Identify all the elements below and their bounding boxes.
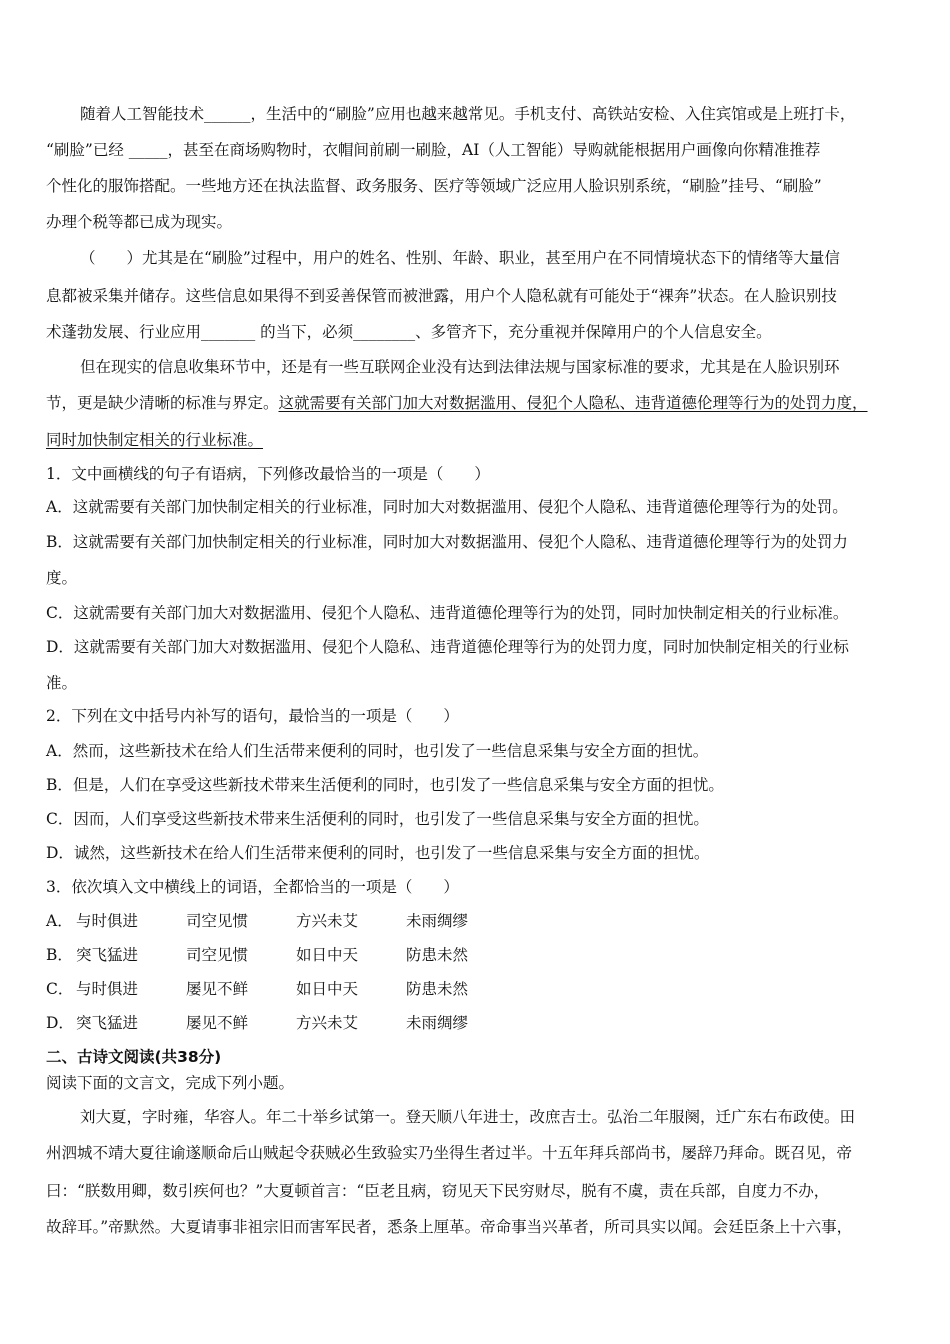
q3-option-label: C． [46, 980, 74, 998]
q1-option-d-line1: D．这就需要有关部门加大对数据滥用、侵犯个人隐私、违背道德伦理等行为的处罚力度，同时加快制定相关的行业标 [46, 638, 849, 656]
q2-option-d: D．诚然，这些新技术在给人们生活带来便利的同时，也引发了一些信息采集与安全方面的担忧。 [46, 844, 710, 862]
q1-option-b-line2: 度。 [46, 569, 78, 587]
passage-p1-line2: “刷脸”已经 _____，甚至在商场购物时，衣帽间前刷一刷脸，AI（人工智能）导购就能根据用户画像向你精准推荐 [46, 141, 821, 159]
q1-option-c: C．这就需要有关部门加大对数据滥用、侵犯个人隐私、违背道德伦理等行为的处罚，同时加快制定相关的行业标准。 [46, 604, 849, 622]
q3-option-b [46, 945, 468, 965]
q3-word: 与时俱进 [76, 912, 139, 930]
classical-text-line3: 曰：“朕数用卿，数引疾何也？”大夏顿首言：“臣老且病，窃见天下民穷财尽，脱有不虞，责在兵部，自度力不办， [46, 1182, 830, 1200]
q3-word: 突飞猛进 [76, 946, 139, 964]
q2-option-b: B．但是，人们在享受这些新技术带来生活便利的同时，也引发了一些信息采集与安全方面的担忧。 [46, 776, 724, 794]
q3-option-label: D． [46, 1014, 74, 1032]
q3-word: 防患未然 [406, 946, 469, 964]
q1-stem: 1．文中画横线的句子有语病，下列修改最恰当的一项是（ ） [46, 465, 490, 483]
q3-word: 方兴未艾 [296, 912, 359, 930]
q3-word: 屡见不鲜 [186, 980, 249, 998]
section-heading: 二、古诗文阅读(共38分) [46, 1048, 222, 1066]
q1-option-b-line1: B．这就需要有关部门加快制定相关的行业标准，同时加大对数据滥用、侵犯个人隐私、违背道德伦理等行为的处罚力 [46, 533, 848, 551]
q2-option-a: A．然而，这些新技术在给人们生活带来便利的同时，也引发了一些信息采集与安全方面的担忧。 [46, 742, 709, 760]
q3-word: 突飞猛进 [76, 1014, 139, 1032]
q2-stem: 2．下列在文中括号内补写的语句，最恰当的一项是（ ） [46, 707, 459, 725]
classical-text-line2: 州泗城不靖大夏往谕遂顺命后山贼起令获贼必生致验实乃坐得生者过半。十五年拜兵部尚书，屡辞乃拜命。既召见，帝 [46, 1144, 853, 1162]
underlined-sentence-part1: 这就需要有关部门加大对数据滥用、侵犯个人隐私、违背道德伦理等行为的处罚力度， [278, 394, 868, 412]
q3-word: 屡见不鲜 [186, 1014, 249, 1032]
passage-p3-line1: 但在现实的信息收集环节中，还是有一些互联网企业没有达到法律法规与国家标准的要求，尤其是在人脸识别环 [80, 358, 840, 376]
q3-word: 与时俱进 [76, 980, 139, 998]
underlined-sentence-part2: 同时加快制定相关的行业标准。 [46, 431, 264, 449]
q3-option-d [46, 1013, 468, 1033]
q3-option-label: A． [46, 912, 73, 930]
q1-option-a: A．这就需要有关部门加快制定相关的行业标准，同时加大对数据滥用、侵犯个人隐私、违背道德伦理等行为的处罚。 [46, 498, 848, 516]
q3-option-a [46, 911, 468, 931]
q3-word: 司空见惯 [186, 946, 249, 964]
passage-p2-line2: 息都被采集并储存。这些信息如果得不到妥善保管而被泄露，用户个人隐私就有可能处于“裸奔”状态。在人脸识别技 [46, 287, 837, 305]
q3-word: 防患未然 [406, 980, 469, 998]
passage-p1-line1: 随着人工智能技术______，生活中的“刷脸”应用也越来越常见。手机支付、高铁站安检、入住宾馆或是上班打卡， [80, 105, 856, 123]
passage-p3-plain: 节，更是缺少清晰的标准与界定。 [46, 394, 279, 412]
q3-option-c [46, 979, 468, 999]
q3-word: 司空见惯 [186, 912, 249, 930]
q3-option-label: B． [46, 946, 73, 964]
q1-option-d-line2: 准。 [46, 674, 78, 692]
q3-word: 未雨绸缪 [406, 912, 469, 930]
passage-p3-line2 [46, 393, 868, 413]
passage-p2-line1: （ ）尤其是在“刷脸”过程中，用户的姓名、性别、年龄、职业，甚至用户在不同情境状态下的情绪等大量信 [80, 249, 840, 267]
section-intro: 阅读下面的文言文，完成下列小题。 [46, 1074, 295, 1092]
q3-word: 未雨绸缪 [406, 1014, 469, 1032]
classical-text-line4: 故辞耳。”帝默然。大夏请事非祖宗旧而害军民者，悉条上厘革。帝命事当兴革者，所司具实以闻。会廷臣条上十六事， [46, 1218, 853, 1236]
passage-p1-line4: 办理个税等都已成为现实。 [46, 213, 233, 231]
q3-word: 如日中天 [296, 980, 359, 998]
passage-p1-line3: 个性化的服饰搭配。一些地方还在执法监督、政务服务、医疗等领域广泛应用人脸识别系统，“刷脸”挂号、“刷脸” [46, 177, 822, 195]
q2-option-c: C．因而，人们享受这些新技术带来生活便利的同时，也引发了一些信息采集与安全方面的担忧。 [46, 810, 709, 828]
q3-word: 方兴未艾 [296, 1014, 359, 1032]
q3-stem: 3．依次填入文中横线上的词语，全都恰当的一项是（ ） [46, 878, 459, 896]
q3-word: 如日中天 [296, 946, 359, 964]
passage-p2-line3: 术蓬勃发展、行业应用_______ 的当下，必须________、多管齐下，充分重视并保障用户的个人信息安全。 [46, 323, 772, 341]
classical-text-line1: 刘大夏，字时雍，华容人。年二十举乡试第一。登天顺八年进士，改庶吉士。弘治二年服阕，迁广东右布政使。田 [80, 1108, 856, 1126]
